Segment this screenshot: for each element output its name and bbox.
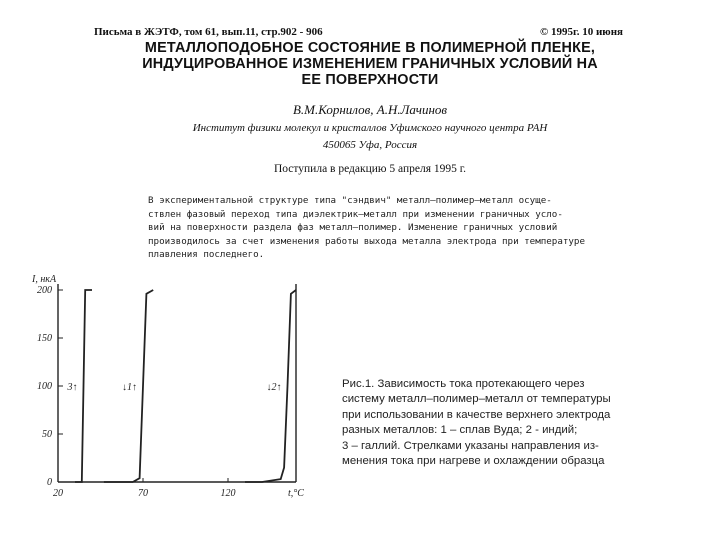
caption-line-2: систему металл–полимер–металл от температуры	[342, 393, 611, 406]
publication-date: © 1995г. 10 июня	[540, 26, 624, 38]
title-line-3: ЕЕ ПОВЕРХНОСТИ	[301, 72, 439, 88]
current-temperature-chart	[18, 268, 308, 504]
journal-citation: Письма в ЖЭТФ, том 61, вып.11, стр.902 - 906	[94, 26, 323, 38]
authors: В.М.Корнилов, А.Н.Лачинов	[292, 102, 448, 117]
abstract	[148, 194, 610, 262]
abstract-line-5: плавления последнего.	[148, 249, 265, 261]
x-tick-label: 120	[220, 488, 236, 499]
caption-line-6: менения тока при нагреве и охлаждении образца	[342, 455, 605, 468]
title-line-2: ИНДУЦИРОВАННОЕ ИЗМЕНЕНИЕМ ГРАНИЧНЫХ УСЛОВИЙ НА	[142, 56, 598, 72]
series-2-annotation: ↓2↑	[266, 382, 282, 393]
abstract-line-4: производилось за счет изменения работы выхода металла электрода при температуре	[148, 235, 585, 247]
y-tick-label: 0	[47, 477, 52, 488]
paper-title	[100, 40, 640, 88]
affiliation-institute: Институт физики молекул и кристаллов Уфимского научного центра РАН	[192, 122, 548, 134]
figure-caption	[342, 377, 688, 469]
x-tick-label: t,°C	[288, 488, 304, 499]
abstract-line-1: В экспериментальной структуре типа "сэндвич" металл–полимер–металл осуще-	[148, 195, 552, 206]
caption-line-3: при использовании в качестве верхнего электрода	[342, 408, 611, 421]
y-tick-label: 150	[37, 333, 52, 344]
caption-line-1: Рис.1. Зависимость тока протекающего через	[342, 378, 585, 390]
x-tick-label: 70	[138, 488, 148, 499]
series-3-annotation: 3↑	[67, 382, 78, 393]
x-tick-label: 20	[53, 488, 63, 499]
series-3-curve	[75, 290, 92, 482]
series-1-annotation: ↓1↑	[122, 382, 137, 393]
affiliation-address: 450065 Уфа, Россия	[322, 139, 418, 151]
y-tick-label: 50	[42, 429, 52, 440]
caption-line-5: 3 – галлий. Стрелками указаны направления из-	[342, 439, 599, 452]
y-tick-label: 200	[37, 285, 52, 296]
y-tick-label: 100	[37, 381, 52, 392]
caption-line-4: разных металлов: 1 – сплав Вуда; 2 - индий;	[342, 424, 578, 437]
y-axis-label: I, нкА	[32, 274, 57, 285]
abstract-line-2: ствлен фазовый переход типа диэлектрик–металл при изменении граничных усло-	[148, 208, 563, 220]
title-line-1: МЕТАЛЛОПОДОБНОЕ СОСТОЯНИЕ В ПОЛИМЕРНОЙ ПЛЕНКЕ,	[144, 40, 596, 56]
abstract-line-3: вий на поверхности раздела фаз металл–полимер. Изменение граничных условий	[148, 222, 558, 234]
received-date: Поступила в редакцию 5 апреля 1995 г.	[273, 163, 467, 175]
